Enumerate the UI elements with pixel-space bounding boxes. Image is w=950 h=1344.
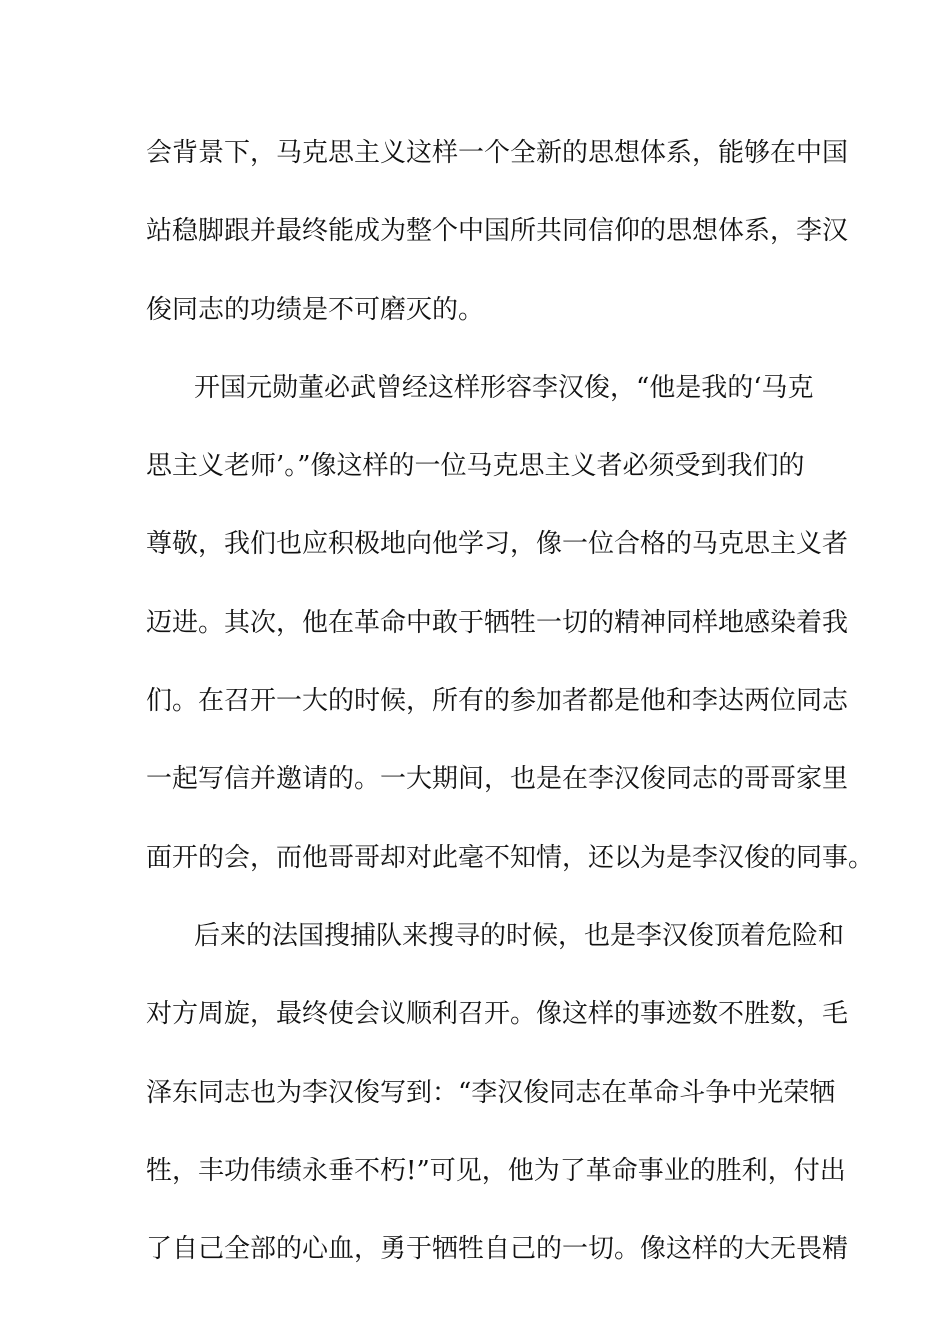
paragraph-start-line: 开国元勋董必武曾经这样形容李汉俊，“他是我的‘马克 xyxy=(194,372,814,403)
text-line: 迈进。其次，他在革命中敢于牺牲一切的精神同样地感染着我 xyxy=(146,607,849,638)
text-line: 了自己全部的心血，勇于牺牲自己的一切。像这样的大无畏精 xyxy=(146,1234,849,1265)
text-line: 尊敬，我们也应积极地向他学习，像一位合格的马克思主义者 xyxy=(146,529,849,560)
text-line: 站稳脚跟并最终能成为整个中国所共同信仰的思想体系，李汉 xyxy=(146,216,849,247)
body-text xyxy=(146,124,875,1298)
text-line: 泽东同志也为李汉俊写到：“李汉俊同志在革命斗争中光荣牺 xyxy=(146,1077,836,1108)
text-line: 俊同志的功绩是不可磨灭的。 xyxy=(146,294,485,325)
text-line: 会背景下，马克思主义这样一个全新的思想体系，能够在中国 xyxy=(146,138,849,168)
text-line: 面开的会，而他哥哥却对此毫不知情，还以为是李汉俊的同事。 xyxy=(146,842,875,873)
text-line: 牲，丰功伟绩永垂不朽!”可见，他为了革命事业的胜利，付出 xyxy=(146,1155,846,1186)
text-line: 对方周旋，最终使会议顺利召开。像这样的事迹数不胜数，毛 xyxy=(146,999,849,1030)
text-line: 思主义老师’。”像这样的一位马克思主义者必须受到我们的 xyxy=(146,451,805,482)
paragraph-start-line: 后来的法国搜捕队来搜寻的时候，也是李汉俊顶着危险和 xyxy=(194,920,845,951)
text-line: 们。在召开一大的时候，所有的参加者都是他和李达两位同志 xyxy=(146,686,849,717)
text-line: 一起写信并邀请的。一大期间，也是在李汉俊同志的哥哥家里 xyxy=(146,764,849,795)
